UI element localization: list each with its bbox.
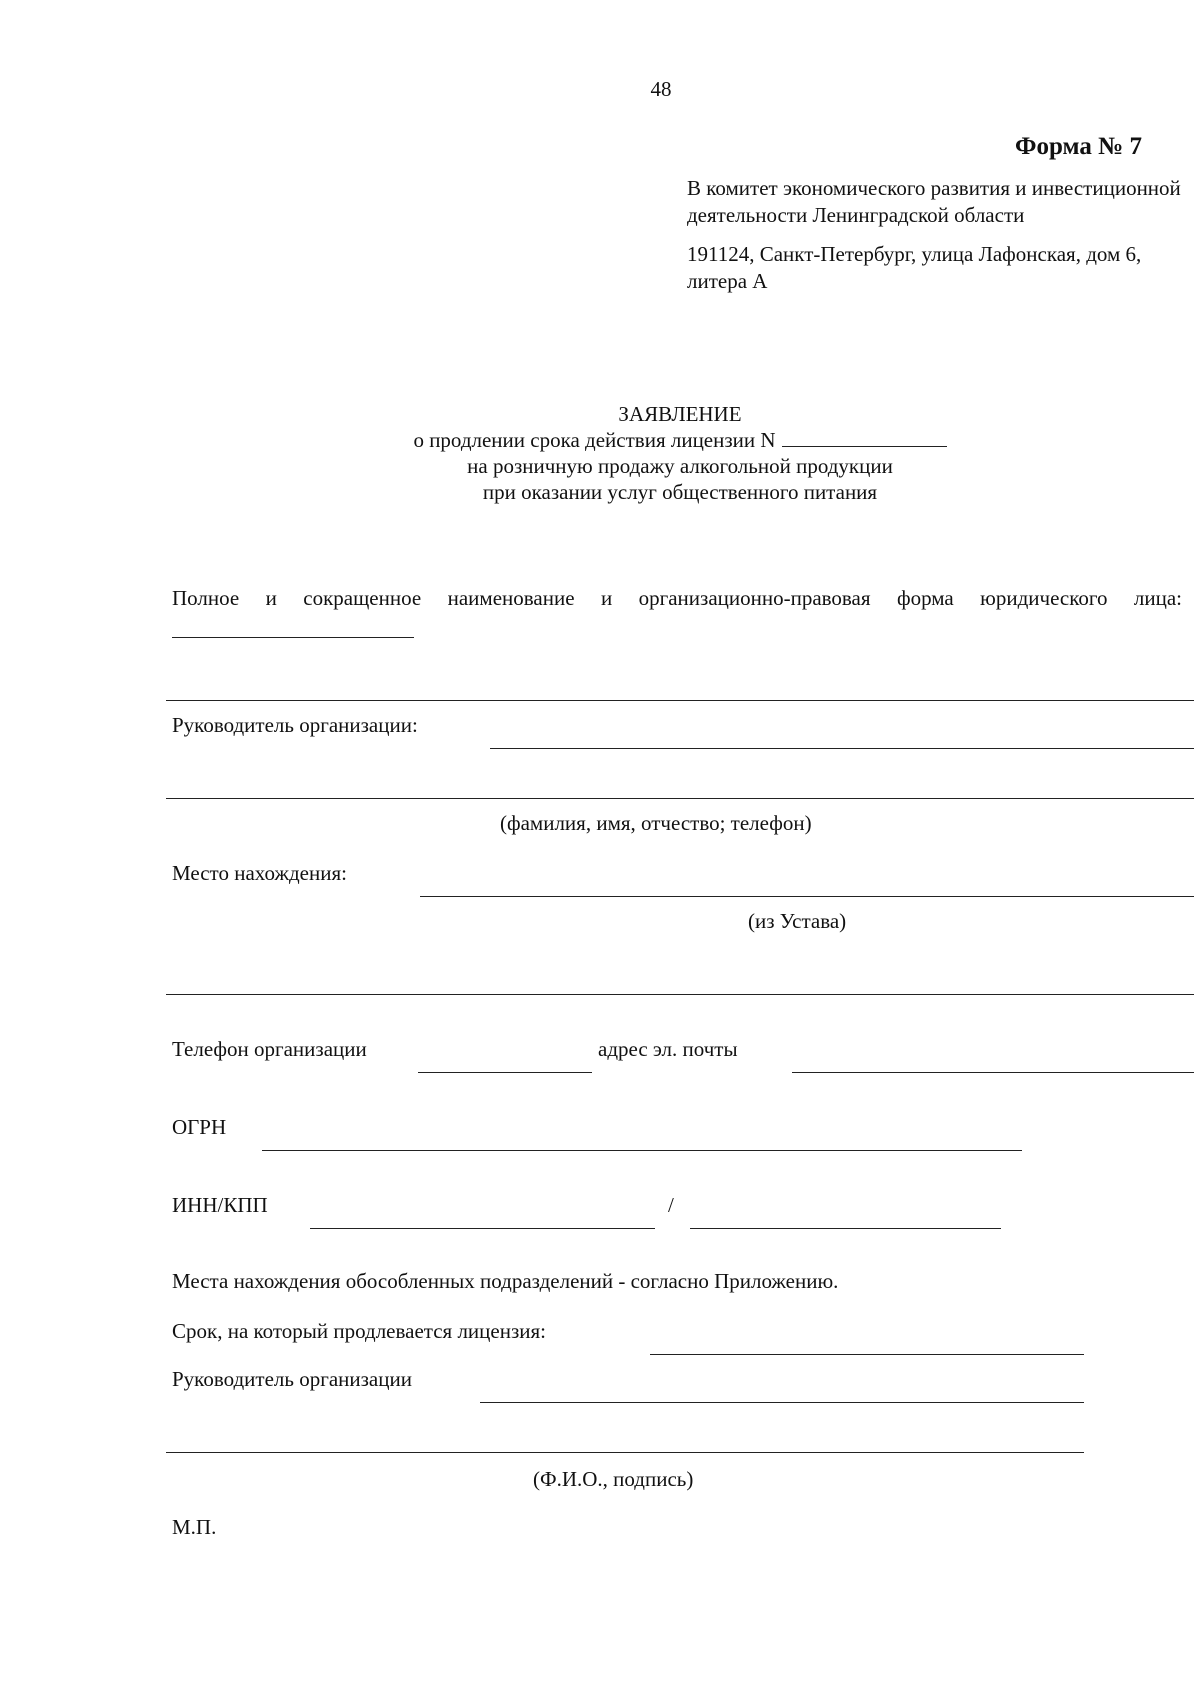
head-field[interactable] [490, 748, 1194, 749]
location-field[interactable] [420, 896, 1194, 897]
head-field-line-2[interactable] [166, 798, 1194, 799]
signatory-field[interactable] [480, 1402, 1084, 1403]
addressee-address: 191124, Санкт-Петербург, улица Лафонская, дом 6, литера А [687, 242, 1142, 293]
title-license-line [330, 427, 1030, 453]
ogrn-field[interactable] [262, 1150, 1022, 1151]
application-title [330, 401, 1030, 505]
email-field[interactable] [792, 1072, 1194, 1073]
title-line-4: при оказании услуг общественного питания [482, 480, 878, 504]
head-caption: (фамилия, имя, отчество; телефон) [500, 811, 812, 835]
branches-text: Места нахождения обособленных подразделений - согласно Приложению. [172, 1269, 839, 1293]
inn-field[interactable] [310, 1228, 655, 1229]
page-number: 48 [650, 77, 672, 101]
location-caption: (из Устава) [748, 909, 847, 933]
title-heading: ЗАЯВЛЕНИЕ [618, 402, 742, 426]
head-label: Руководитель организации: [172, 713, 418, 737]
full-name-field-line-2[interactable] [166, 700, 1194, 701]
term-label: Срок, на который продлевается лицензия: [172, 1319, 546, 1343]
phone-field[interactable] [418, 1072, 592, 1073]
inn-kpp-label: ИНН/КПП [172, 1193, 268, 1217]
inn-kpp-separator: / [668, 1193, 674, 1217]
full-name-label: Полное и сокращенное наименование и организационно-правовая форма юридического лица: [172, 586, 1182, 610]
full-name-field[interactable] [172, 637, 414, 638]
kpp-field[interactable] [690, 1228, 1001, 1229]
email-label: адрес эл. почты [598, 1037, 738, 1061]
signature-field[interactable] [166, 1452, 1084, 1453]
signatory-label: Руководитель организации [172, 1367, 412, 1391]
ogrn-label: ОГРН [172, 1115, 227, 1139]
stamp-label: М.П. [172, 1515, 217, 1539]
phone-label: Телефон организации [172, 1037, 367, 1061]
signature-caption: (Ф.И.О., подпись) [533, 1467, 694, 1491]
form-number: Форма № 7 [1015, 133, 1142, 160]
location-label: Место нахождения: [172, 861, 347, 885]
title-license-text: о продлении срока действия лицензии N [413, 428, 776, 452]
location-field-line-2[interactable] [166, 994, 1194, 995]
title-line-3: на розничную продажу алкогольной продукции [467, 454, 893, 478]
addressee-block [687, 175, 1187, 295]
license-number-field[interactable] [782, 428, 947, 447]
addressee-name: В комитет экономического развития и инвестиционной деятельности Ленинградской области [687, 176, 1181, 227]
term-field[interactable] [650, 1354, 1084, 1355]
